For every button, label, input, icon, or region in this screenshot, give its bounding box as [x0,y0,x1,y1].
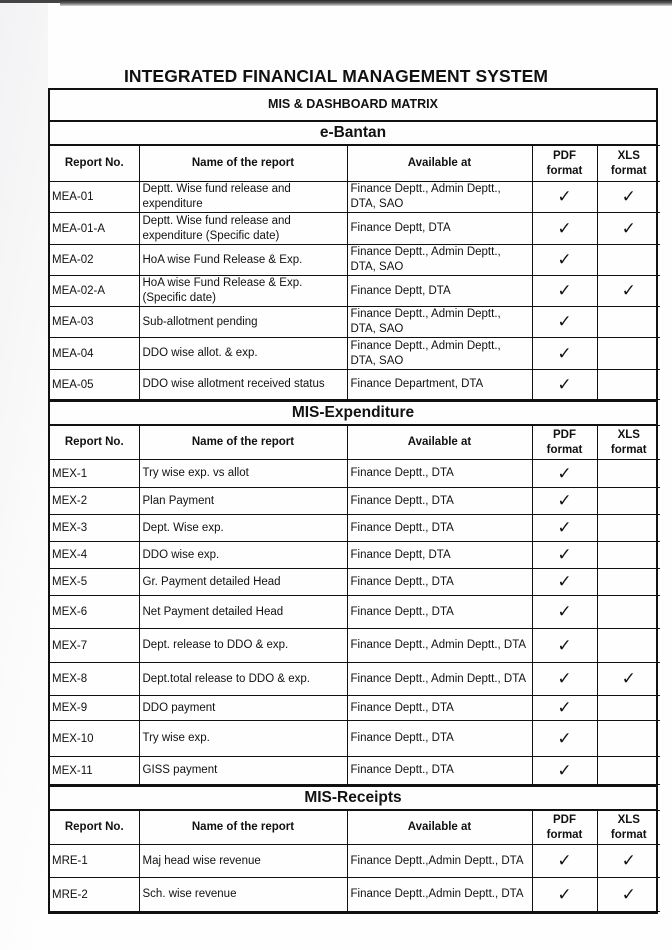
available-at: Finance Deptt., Admin Deptt., DTA, SAO [347,182,532,213]
xls-check-icon [597,696,660,721]
xls-check-icon: ✓ [597,213,660,245]
pdf-check-icon: ✓ [532,596,597,629]
available-at: Finance Deptt., Admin Deptt., DTA, SAO [347,307,532,338]
available-at: Finance Deptt, DTA [347,213,532,245]
available-at: Finance Deptt., DTA [347,569,532,596]
available-at: Finance Deptt., Admin Deptt., DTA, SAO [347,338,532,370]
xls-check-icon [597,515,660,542]
report-number: MEX-6 [50,596,139,629]
report-name: Deptt. Wise fund release and expenditure (Specific date) [139,213,347,245]
xls-check-icon: ✓ [597,663,660,696]
table-row [50,338,660,370]
table-row [50,307,660,338]
table-row [50,370,660,400]
xls-check-icon [597,721,660,757]
header-available-at: Available at [347,426,532,460]
pdf-check-icon: ✓ [532,213,597,245]
available-at: Finance Deptt., DTA [347,596,532,629]
report-number: MRE-2 [50,878,139,912]
report-number: MEX-10 [50,721,139,757]
pdf-check-icon: ✓ [532,182,597,213]
available-at: Finance Deptt., Admin Deptt., DTA [347,629,532,663]
pdf-check-icon: ✓ [532,338,597,370]
pdf-check-icon: ✓ [532,721,597,757]
report-name: DDO wise exp. [139,542,347,569]
table-row [50,629,660,663]
header-report-no: Report No. [50,426,139,460]
report-name: Dept. Wise exp. [139,515,347,542]
table-header-row [50,426,660,460]
table-row [50,245,660,276]
header-xls-format: XLS format [597,811,660,845]
report-name: Try wise exp. vs allot [139,460,347,488]
section-title-mis-receipts: MIS-Receipts [50,785,656,810]
report-name: GISS payment [139,757,347,785]
xls-check-icon [597,338,660,370]
xls-check-icon [597,488,660,515]
pdf-check-icon: ✓ [532,488,597,515]
xls-check-icon [597,460,660,488]
document-title: INTEGRATED FINANCIAL MANAGEMENT SYSTEM [123,66,549,86]
report-number: MEA-02-A [50,276,139,307]
available-at: Finance Deptt., DTA [347,757,532,785]
available-at: Finance Deptt., DTA [347,721,532,757]
header-xls-format: XLS format [597,146,660,182]
pdf-check-icon: ✓ [532,307,597,338]
scan-edge [60,0,672,6]
table-row [50,460,660,488]
sections-container [50,122,656,912]
header-report-no: Report No. [50,811,139,845]
report-number: MRE-1 [50,845,139,878]
xls-check-icon: ✓ [597,276,660,307]
pdf-check-icon: ✓ [532,542,597,569]
xls-check-icon [597,569,660,596]
table-row [50,182,660,213]
scan-edge-left [0,0,60,3]
table-row [50,542,660,569]
xls-check-icon: ✓ [597,845,660,878]
table-row [50,757,660,785]
table-row [50,721,660,757]
report-table [50,145,660,400]
xls-check-icon [597,542,660,569]
table-row [50,515,660,542]
available-at: Finance Deptt., Admin Deptt., DTA [347,663,532,696]
table-header-row [50,146,660,182]
report-number: MEA-01 [50,182,139,213]
page-fold-shadow [0,0,48,950]
header-available-at: Available at [347,811,532,845]
section-title-e-bantan: e-Bantan [50,122,656,145]
pdf-check-icon: ✓ [532,276,597,307]
xls-check-icon [597,596,660,629]
report-number: MEA-05 [50,370,139,400]
report-number: MEA-04 [50,338,139,370]
header-pdf-format: PDF format [532,146,597,182]
xls-check-icon [597,629,660,663]
report-table [50,425,660,785]
matrix-subtitle: MIS & DASHBOARD MATRIX [50,90,656,122]
report-number: MEX-7 [50,629,139,663]
header-report-no: Report No. [50,146,139,182]
report-name: HoA wise Fund Release & Exp. [139,245,347,276]
report-name: Dept. release to DDO & exp. [139,629,347,663]
table-row [50,596,660,629]
header-pdf-format: PDF format [532,426,597,460]
xls-check-icon [597,757,660,785]
xls-check-icon [597,245,660,276]
report-name: Try wise exp. [139,721,347,757]
report-number: MEX-1 [50,460,139,488]
available-at: Finance Deptt.,Admin Deptt., DTA [347,845,532,878]
available-at: Finance Deptt., DTA [347,488,532,515]
header-available-at: Available at [347,146,532,182]
table-header-row [50,811,660,845]
pdf-check-icon: ✓ [532,757,597,785]
pdf-check-icon: ✓ [532,460,597,488]
pdf-check-icon: ✓ [532,515,597,542]
report-name: Maj head wise revenue [139,845,347,878]
pdf-check-icon: ✓ [532,845,597,878]
report-name: HoA wise Fund Release & Exp. (Specific date) [139,276,347,307]
report-name: Deptt. Wise fund release and expenditure [139,182,347,213]
available-at: Finance Deptt.,Admin Deptt., DTA [347,878,532,912]
pdf-check-icon: ✓ [532,569,597,596]
xls-check-icon [597,307,660,338]
pdf-check-icon: ✓ [532,245,597,276]
available-at: Finance Deptt, DTA [347,276,532,307]
available-at: Finance Deptt., Admin Deptt., DTA, SAO [347,245,532,276]
available-at: Finance Deptt., DTA [347,460,532,488]
table-row [50,663,660,696]
report-number: MEX-3 [50,515,139,542]
pdf-check-icon: ✓ [532,663,597,696]
report-name: DDO wise allot. & exp. [139,338,347,370]
report-number: MEX-2 [50,488,139,515]
report-number: MEX-8 [50,663,139,696]
report-number: MEA-02 [50,245,139,276]
pdf-check-icon: ✓ [532,696,597,721]
pdf-check-icon: ✓ [532,629,597,663]
report-name: Net Payment detailed Head [139,596,347,629]
header-report-name: Name of the report [139,811,347,845]
report-name: DDO wise allotment received status [139,370,347,400]
xls-check-icon: ✓ [597,182,660,213]
available-at: Finance Department, DTA [347,370,532,400]
report-name: Sub-allotment pending [139,307,347,338]
table-row [50,569,660,596]
report-number: MEA-01-A [50,213,139,245]
table-row [50,276,660,307]
available-at: Finance Deptt., DTA [347,696,532,721]
available-at: Finance Deptt., DTA [347,515,532,542]
report-name: Gr. Payment detailed Head [139,569,347,596]
report-table [50,810,660,912]
table-row [50,213,660,245]
header-report-name: Name of the report [139,426,347,460]
header-pdf-format: PDF format [532,811,597,845]
pdf-check-icon: ✓ [532,878,597,912]
pdf-check-icon: ✓ [532,370,597,400]
section-title-mis-expenditure: MIS-Expenditure [50,400,656,425]
report-number: MEX-9 [50,696,139,721]
table-row [50,845,660,878]
report-number: MEX-4 [50,542,139,569]
report-name: Plan Payment [139,488,347,515]
available-at: Finance Deptt, DTA [347,542,532,569]
table-row [50,488,660,515]
mis-dashboard-matrix [48,88,658,914]
table-row [50,878,660,912]
xls-check-icon [597,370,660,400]
header-xls-format: XLS format [597,426,660,460]
table-row [50,696,660,721]
report-number: MEX-11 [50,757,139,785]
xls-check-icon: ✓ [597,878,660,912]
report-number: MEX-5 [50,569,139,596]
report-name: Dept.total release to DDO & exp. [139,663,347,696]
header-report-name: Name of the report [139,146,347,182]
report-number: MEA-03 [50,307,139,338]
report-name: DDO payment [139,696,347,721]
report-name: Sch. wise revenue [139,878,347,912]
